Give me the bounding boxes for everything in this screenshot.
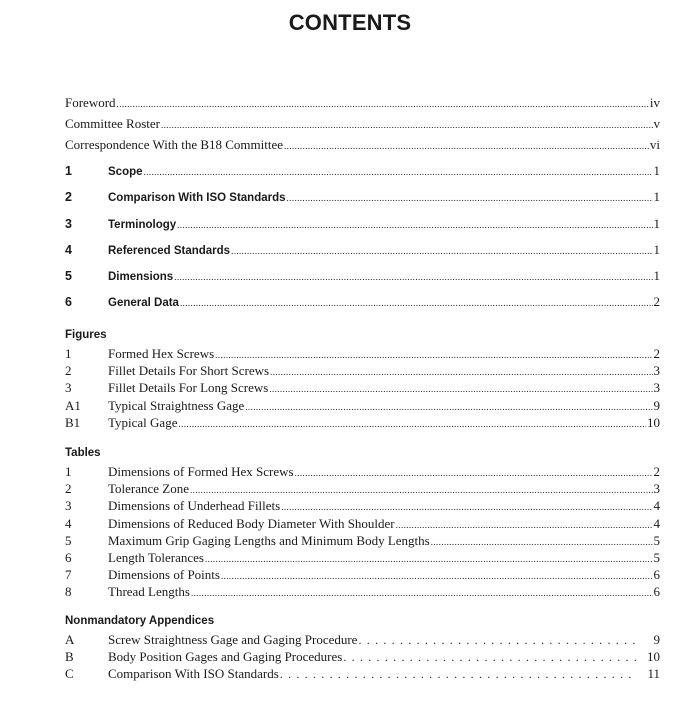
toc-appendix-letter: C [65,666,74,682]
toc-appendix-letter: A [65,632,75,647]
dot-leader [174,264,652,290]
appendices-list [65,631,660,683]
page-title: CONTENTS [288,10,412,35]
toc-figure-page: 3 [653,380,660,396]
toc-table-page: 4 [653,515,660,531]
toc-figure-number: 3 [65,380,72,396]
toc-chapter-label: Comparison With ISO Standards [108,192,286,205]
toc-entry-correspondence[interactable] [65,134,660,155]
toc-figure-item[interactable] [65,362,660,379]
toc-table-label: Dimensions of Underhead Fillets [108,498,281,514]
toc-table-number: 7 [65,567,72,583]
appendices-heading: Nonmandatory Appendices [65,615,215,627]
toc-appendix-item[interactable] [65,631,660,648]
toc-chapter-general-data[interactable] [65,289,660,315]
toc-figure-page: 10 [647,414,660,430]
toc-entry-label: Committee Roster [65,116,160,131]
toc-figure-item[interactable] [65,414,660,431]
toc-appendix-label: Screw Straightness Gage and Gaging Procedure [108,632,358,647]
tables-heading: Tables [65,447,101,459]
toc-figure-label: Formed Hex Screws [108,346,215,361]
toc-table-label: Dimensions of Reduced Body Diameter With Shoulder [108,515,395,531]
toc-appendix-label: Comparison With ISO Standards [108,666,279,682]
toc-figure-item[interactable] [65,345,660,362]
dot-leader [191,585,653,602]
toc-chapter-page: 1 [653,163,660,178]
toc-figure-number: 2 [65,363,72,379]
dot-leader [144,159,653,185]
chapter-list [65,158,660,316]
dot-leader [231,238,652,264]
toc-table-number: 1 [65,464,72,479]
toc-table-label: Thread Lengths [108,584,190,600]
toc-figure-label: Fillet Details For Long Screws [108,380,269,396]
toc-chapter-label: Referenced Standards [108,244,231,257]
toc-chapter-comparison[interactable] [65,184,660,210]
toc-chapter-number: 4 [65,242,72,257]
toc-chapter-number: 2 [65,190,72,205]
toc-table-number: 4 [65,515,72,531]
dot-leader [343,649,637,666]
dot-leader [284,136,649,157]
toc-chapter-label: Dimensions [108,271,174,284]
toc-table-number: 2 [65,481,72,497]
figures-list [65,345,660,431]
toc-chapter-page: 1 [653,268,660,284]
toc-entry-committee-roster[interactable] [65,113,660,134]
toc-table-page: 2 [653,464,660,479]
toc-table-label: Dimensions of Points [108,567,220,583]
toc-chapter-label: Scope [108,166,143,178]
toc-table-number: 8 [65,584,72,600]
toc-figure-label: Typical Gage [108,414,178,430]
toc-figure-label: Typical Straightness Gage [108,397,245,413]
toc-figure-number: A1 [65,397,81,413]
dot-leader [287,185,653,211]
toc-chapter-label: Terminology [108,218,177,231]
toc-appendix-label: Body Position Gages and Gaging Procedures [108,649,343,665]
toc-chapter-referenced-standards[interactable] [65,237,660,263]
toc-appendix-page: 9 [653,632,660,647]
toc-table-item[interactable] [65,480,660,497]
toc-chapter-page: 1 [653,215,660,231]
toc-table-item[interactable] [65,566,660,583]
toc-appendix-page: 11 [647,666,660,682]
toc-appendix-page: 10 [647,649,660,665]
dot-leader [178,416,646,433]
toc-figure-page: 9 [653,397,660,413]
dot-leader [180,290,653,316]
toc-chapter-label: General Data [108,297,179,310]
dot-leader [358,632,637,649]
toc-table-page: 6 [653,584,660,600]
toc-appendix-letter: B [65,649,74,665]
toc-entry-page: iv [649,95,660,110]
toc-appendix-item[interactable] [65,665,660,682]
toc-table-page: 3 [653,481,660,497]
toc-appendix-item[interactable] [65,648,660,665]
toc-chapter-scope[interactable] [65,158,660,184]
toc-table-number: 6 [65,549,72,565]
toc-table-item[interactable] [65,497,660,514]
toc-table-item[interactable] [65,463,660,480]
tables-list [65,463,660,601]
toc-figure-number: B1 [65,414,81,430]
toc-table-label: Dimensions of Formed Hex Screws [108,464,294,479]
dot-leader [177,212,652,238]
toc-table-label: Length Tolerances [108,549,204,565]
toc-entry-page: vi [649,137,660,152]
toc-table-number: 5 [65,532,72,548]
toc-table-page: 5 [653,532,660,548]
toc-table-page: 5 [653,549,660,565]
toc-table-item[interactable] [65,549,660,566]
dot-leader [161,115,653,136]
toc-table-page: 4 [653,498,660,514]
toc-entry-label: Correspondence With the B18 Committee [65,137,284,152]
toc-figure-page: 3 [653,363,660,379]
toc-chapter-number: 5 [65,269,72,284]
toc-table-item[interactable] [65,532,660,549]
toc-chapter-number: 1 [65,164,72,178]
toc-figure-label: Fillet Details For Short Screws [108,363,270,379]
toc-chapter-dimensions[interactable] [65,263,660,289]
toc-chapter-number: 6 [65,295,72,310]
toc-table-label: Tolerance Zone [108,481,190,497]
toc-entry-page: v [653,116,660,131]
dot-leader [280,666,637,683]
toc-figure-page: 2 [653,346,660,361]
toc-chapter-page: 2 [653,294,660,310]
toc-figure-item[interactable] [65,379,660,396]
toc-chapter-number: 3 [65,216,72,231]
toc-entry-foreword[interactable] [65,92,660,113]
toc-chapter-page: 1 [653,241,660,257]
front-matter-list [65,92,660,155]
toc-table-number: 3 [65,498,72,514]
toc-table-item[interactable] [65,583,660,600]
toc-chapter-terminology[interactable] [65,211,660,237]
toc-figure-number: 1 [65,346,72,361]
toc-figure-item[interactable] [65,397,660,414]
figures-heading: Figures [65,329,107,341]
dot-leader [117,94,649,115]
toc-chapter-page: 1 [653,189,660,205]
toc-entry-label: Foreword [65,95,116,110]
toc-table-label: Maximum Grip Gaging Lengths and Minimum Body Lengths [108,532,430,548]
toc-table-page: 6 [653,567,660,583]
toc-table-item[interactable] [65,515,660,532]
